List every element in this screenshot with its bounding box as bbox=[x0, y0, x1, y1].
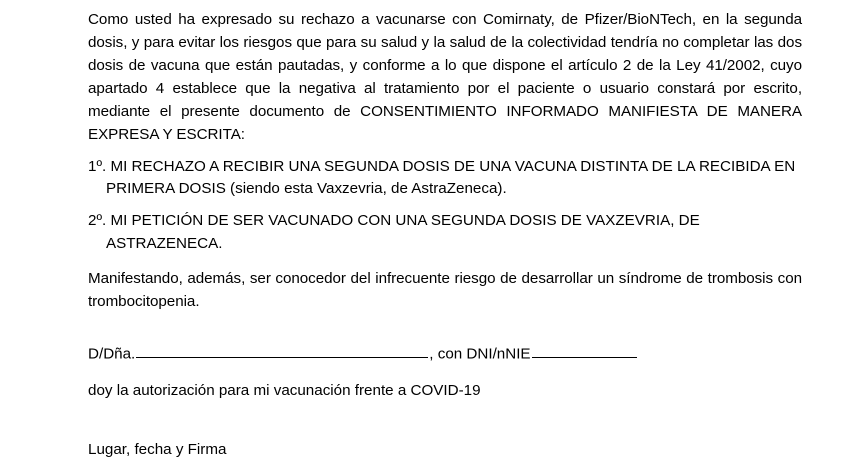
spacer bbox=[88, 403, 802, 439]
list-item bbox=[88, 156, 802, 202]
list-item-marker: 2º. bbox=[88, 212, 107, 230]
dni-input[interactable] bbox=[532, 343, 637, 358]
place-date-signature-label: Lugar, fecha y Firma bbox=[88, 440, 227, 458]
list-item-marker: 1º. bbox=[88, 157, 107, 175]
name-input[interactable] bbox=[136, 343, 428, 358]
signature-line bbox=[88, 343, 802, 366]
list-item bbox=[88, 210, 802, 256]
name-label: D/Dña. bbox=[88, 345, 136, 363]
intro-paragraph: Como usted ha expresado su rechazo a vacunarse con Comirnaty, de Pfizer/BioNTech, en la segunda dosis, y para evitar los riesgos que para su salud y la salud de la colectividad tendría no completar las dos dosis de vacuna que están pautadas, y conforme a lo que dispone el artículo 2 de la Ley 41/2002, cuyo apartado 4 establece que la negativa al tratamiento por el paciente o usuario constará por escrito, mediante el presente documento de CONSENTIMIENTO INFORMADO MANIFIESTA DE MANERA EXPRESA Y ESCRITA: bbox=[88, 11, 802, 144]
spacer bbox=[88, 313, 802, 343]
manifest-paragraph: Manifestando, además, ser conocedor del infrecuente riesgo de desarrollar un síndrome de trombosis con trombocitopenia. bbox=[88, 269, 802, 310]
dni-label: , con DNI/nNIE bbox=[429, 345, 531, 363]
list-item-text: MI PETICIÓN DE SER VACUNADO CON UNA SEGUNDA DOSIS DE VAXZEVRIA, DE ASTRAZENECA. bbox=[106, 212, 700, 252]
list-item-text: MI RECHAZO A RECIBIR UNA SEGUNDA DOSIS DE UNA VACUNA DISTINTA DE LA RECIBIDA EN PRIMERA DOSIS (siendo esta Vaxzevria, de AstraZeneca). bbox=[106, 157, 796, 198]
authorization-line: doy la autorización para mi vacunación frente a COVID-19 bbox=[88, 382, 481, 400]
